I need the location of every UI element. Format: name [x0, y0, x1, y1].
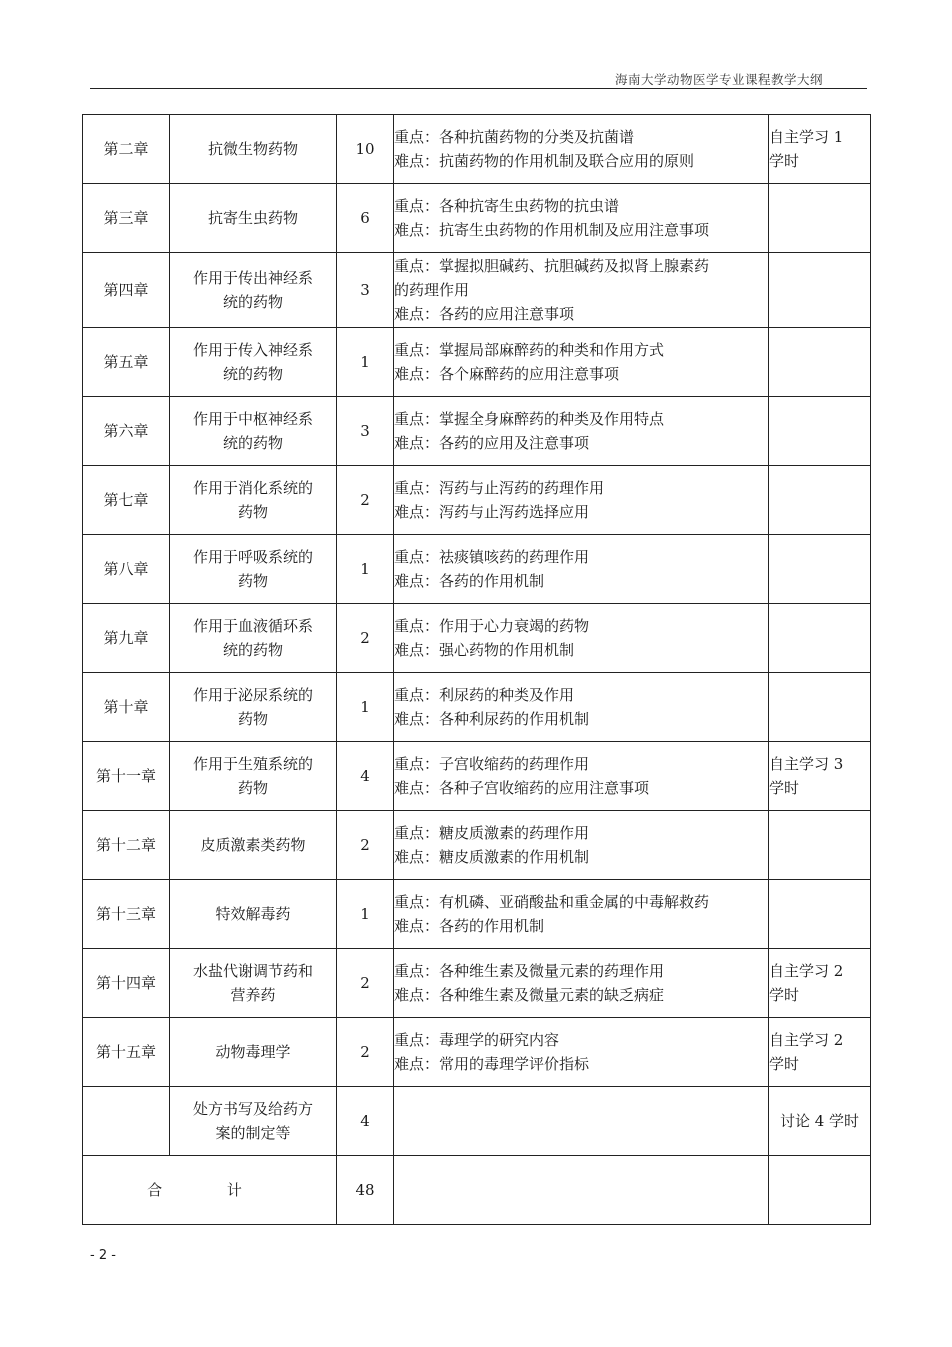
- points-cell: [394, 811, 769, 880]
- table-row: [83, 742, 871, 811]
- hours-cell: 2: [337, 949, 394, 1018]
- key-point: 重点：各种维生素及微量元素的药理作用: [394, 962, 665, 980]
- hours-cell: 2: [337, 604, 394, 673]
- remark-cell: [769, 397, 871, 466]
- difficulty-point: 难点：各药的作用机制: [394, 572, 545, 590]
- difficulty-point: 难点：泻药与止泻药选择应用: [394, 503, 590, 521]
- title-cell: 处方书写及给药方 案的制定等: [170, 1087, 337, 1156]
- hours-cell: 3: [337, 397, 394, 466]
- key-point: 重点：利尿药的种类及作用: [394, 686, 575, 704]
- hours-cell: 4: [337, 1087, 394, 1156]
- points-cell: [394, 466, 769, 535]
- difficulty-point: 难点：各药的应用及注意事项: [394, 434, 590, 452]
- table-row: [83, 184, 871, 253]
- table-row: [83, 115, 871, 184]
- header-title: 海南大学动物医学专业课程教学大纲: [614, 72, 823, 87]
- table-row: [83, 397, 871, 466]
- table-row: [83, 949, 871, 1018]
- points-cell: [394, 949, 769, 1018]
- hours-cell: 1: [337, 673, 394, 742]
- chapter-cell: [83, 1087, 170, 1156]
- difficulty-point: 难点：各个麻醉药的应用注意事项: [394, 365, 620, 383]
- key-point: 重点：掌握局部麻醉药的种类和作用方式: [394, 341, 665, 359]
- key-point: 重点：祛痰镇咳药的药理作用: [394, 548, 590, 566]
- remark-cell: 自主学习 2 学时: [769, 949, 871, 1018]
- title-cell: 作用于传出神经系 统的药物: [170, 253, 337, 328]
- chapter-cell: 第三章: [83, 184, 170, 253]
- chapter-cell: 第十三章: [83, 880, 170, 949]
- remark-cell: [769, 535, 871, 604]
- difficulty-point: 难点：各种利尿药的作用机制: [394, 710, 590, 728]
- chapter-cell: 第七章: [83, 466, 170, 535]
- points-cell: [394, 253, 769, 328]
- points-cell: [394, 604, 769, 673]
- hours-cell: 2: [337, 811, 394, 880]
- chapter-cell: 第十二章: [83, 811, 170, 880]
- difficulty-point: 难点：各种子宫收缩药的应用注意事项: [394, 779, 650, 797]
- points-cell: [394, 742, 769, 811]
- points-cell: [394, 880, 769, 949]
- total-points-cell: [394, 1156, 769, 1225]
- key-point: 重点：糖皮质激素的药理作用: [394, 824, 590, 842]
- chapter-cell: 第六章: [83, 397, 170, 466]
- table-row: [83, 673, 871, 742]
- points-cell: [394, 535, 769, 604]
- points-cell: [394, 397, 769, 466]
- difficulty-point: 难点：各药的作用机制: [394, 917, 545, 935]
- table-row: [83, 1087, 871, 1156]
- points-cell: [394, 184, 769, 253]
- remark-cell: 自主学习 1 学时: [769, 115, 871, 184]
- page-number: - 2 -: [90, 1248, 116, 1263]
- points-cell: [394, 673, 769, 742]
- syllabus-table: [82, 114, 871, 1225]
- chapter-cell: 第十四章: [83, 949, 170, 1018]
- key-point-cont: 的药理作用: [394, 281, 470, 299]
- remark-cell: [769, 466, 871, 535]
- table-row: [83, 328, 871, 397]
- title-cell: 皮质激素类药物: [170, 811, 337, 880]
- points-cell: [394, 115, 769, 184]
- difficulty-point: 难点：各药的应用注意事项: [394, 305, 575, 323]
- key-point: 重点：作用于心力衰竭的药物: [394, 617, 590, 635]
- remark-cell: [769, 184, 871, 253]
- remark-cell: [769, 811, 871, 880]
- table-row: [83, 880, 871, 949]
- hours-cell: 6: [337, 184, 394, 253]
- total-hours: 48: [337, 1156, 394, 1225]
- points-cell: [394, 1018, 769, 1087]
- title-cell: 作用于中枢神经系 统的药物: [170, 397, 337, 466]
- title-cell: 抗寄生虫药物: [170, 184, 337, 253]
- chapter-cell: 第五章: [83, 328, 170, 397]
- title-cell: 作用于消化系统的 药物: [170, 466, 337, 535]
- key-point: 重点：泻药与止泻药的药理作用: [394, 479, 605, 497]
- title-cell: 作用于泌尿系统的 药物: [170, 673, 337, 742]
- key-point: 重点：有机磷、亚硝酸盐和重金属的中毒解救药: [394, 893, 710, 911]
- hours-cell: 2: [337, 1018, 394, 1087]
- points-cell: [394, 328, 769, 397]
- key-point: 重点：各种抗菌药物的分类及抗菌谱: [394, 128, 635, 146]
- total-label: 合 计: [83, 1156, 337, 1225]
- table-row: [83, 604, 871, 673]
- remark-cell: [769, 673, 871, 742]
- difficulty-point: 难点：各种维生素及微量元素的缺乏病症: [394, 986, 665, 1004]
- hours-cell: 10: [337, 115, 394, 184]
- table-row: [83, 253, 871, 328]
- difficulty-point: 难点：抗寄生虫药物的作用机制及应用注意事项: [394, 221, 710, 239]
- total-remark-cell: [769, 1156, 871, 1225]
- chapter-cell: 第二章: [83, 115, 170, 184]
- chapter-cell: 第十一章: [83, 742, 170, 811]
- chapter-cell: 第九章: [83, 604, 170, 673]
- table-row: [83, 466, 871, 535]
- table-row: [83, 535, 871, 604]
- difficulty-point: 难点：强心药物的作用机制: [394, 641, 575, 659]
- difficulty-point: 难点：常用的毒理学评价指标: [394, 1055, 590, 1073]
- key-point: 重点：掌握全身麻醉药的种类及作用特点: [394, 410, 665, 428]
- key-point: 重点：毒理学的研究内容: [394, 1031, 560, 1049]
- chapter-cell: 第十章: [83, 673, 170, 742]
- points-cell: [394, 1087, 769, 1156]
- title-cell: 作用于血液循环系 统的药物: [170, 604, 337, 673]
- title-cell: 水盐代谢调节药和 营养药: [170, 949, 337, 1018]
- total-row: [83, 1156, 871, 1225]
- title-cell: 特效解毒药: [170, 880, 337, 949]
- difficulty-point: 难点：抗菌药物的作用机制及联合应用的原则: [394, 152, 695, 170]
- remark-cell: 自主学习 3 学时: [769, 742, 871, 811]
- key-point: 重点：各种抗寄生虫药物的抗虫谱: [394, 197, 620, 215]
- hours-cell: 4: [337, 742, 394, 811]
- chapter-cell: 第四章: [83, 253, 170, 328]
- title-cell: 作用于传入神经系 统的药物: [170, 328, 337, 397]
- key-point: 重点：掌握拟胆碱药、抗胆碱药及拟肾上腺素药: [394, 257, 710, 275]
- hours-cell: 2: [337, 466, 394, 535]
- hours-cell: 1: [337, 535, 394, 604]
- page-header: [90, 68, 867, 89]
- remark-cell: [769, 328, 871, 397]
- hours-cell: 3: [337, 253, 394, 328]
- title-cell: 动物毒理学: [170, 1018, 337, 1087]
- hours-cell: 1: [337, 880, 394, 949]
- remark-cell: [769, 253, 871, 328]
- remark-cell: 自主学习 2 学时: [769, 1018, 871, 1087]
- chapter-cell: 第八章: [83, 535, 170, 604]
- hours-cell: 1: [337, 328, 394, 397]
- chapter-cell: 第十五章: [83, 1018, 170, 1087]
- remark-cell: [769, 604, 871, 673]
- table-row: [83, 1018, 871, 1087]
- remark-cell: [769, 880, 871, 949]
- title-cell: 作用于生殖系统的 药物: [170, 742, 337, 811]
- table-row: [83, 811, 871, 880]
- title-cell: 作用于呼吸系统的 药物: [170, 535, 337, 604]
- title-cell: 抗微生物药物: [170, 115, 337, 184]
- remark-cell: 讨论 4 学时: [769, 1087, 871, 1156]
- key-point: 重点：子宫收缩药的药理作用: [394, 755, 590, 773]
- difficulty-point: 难点：糖皮质激素的作用机制: [394, 848, 590, 866]
